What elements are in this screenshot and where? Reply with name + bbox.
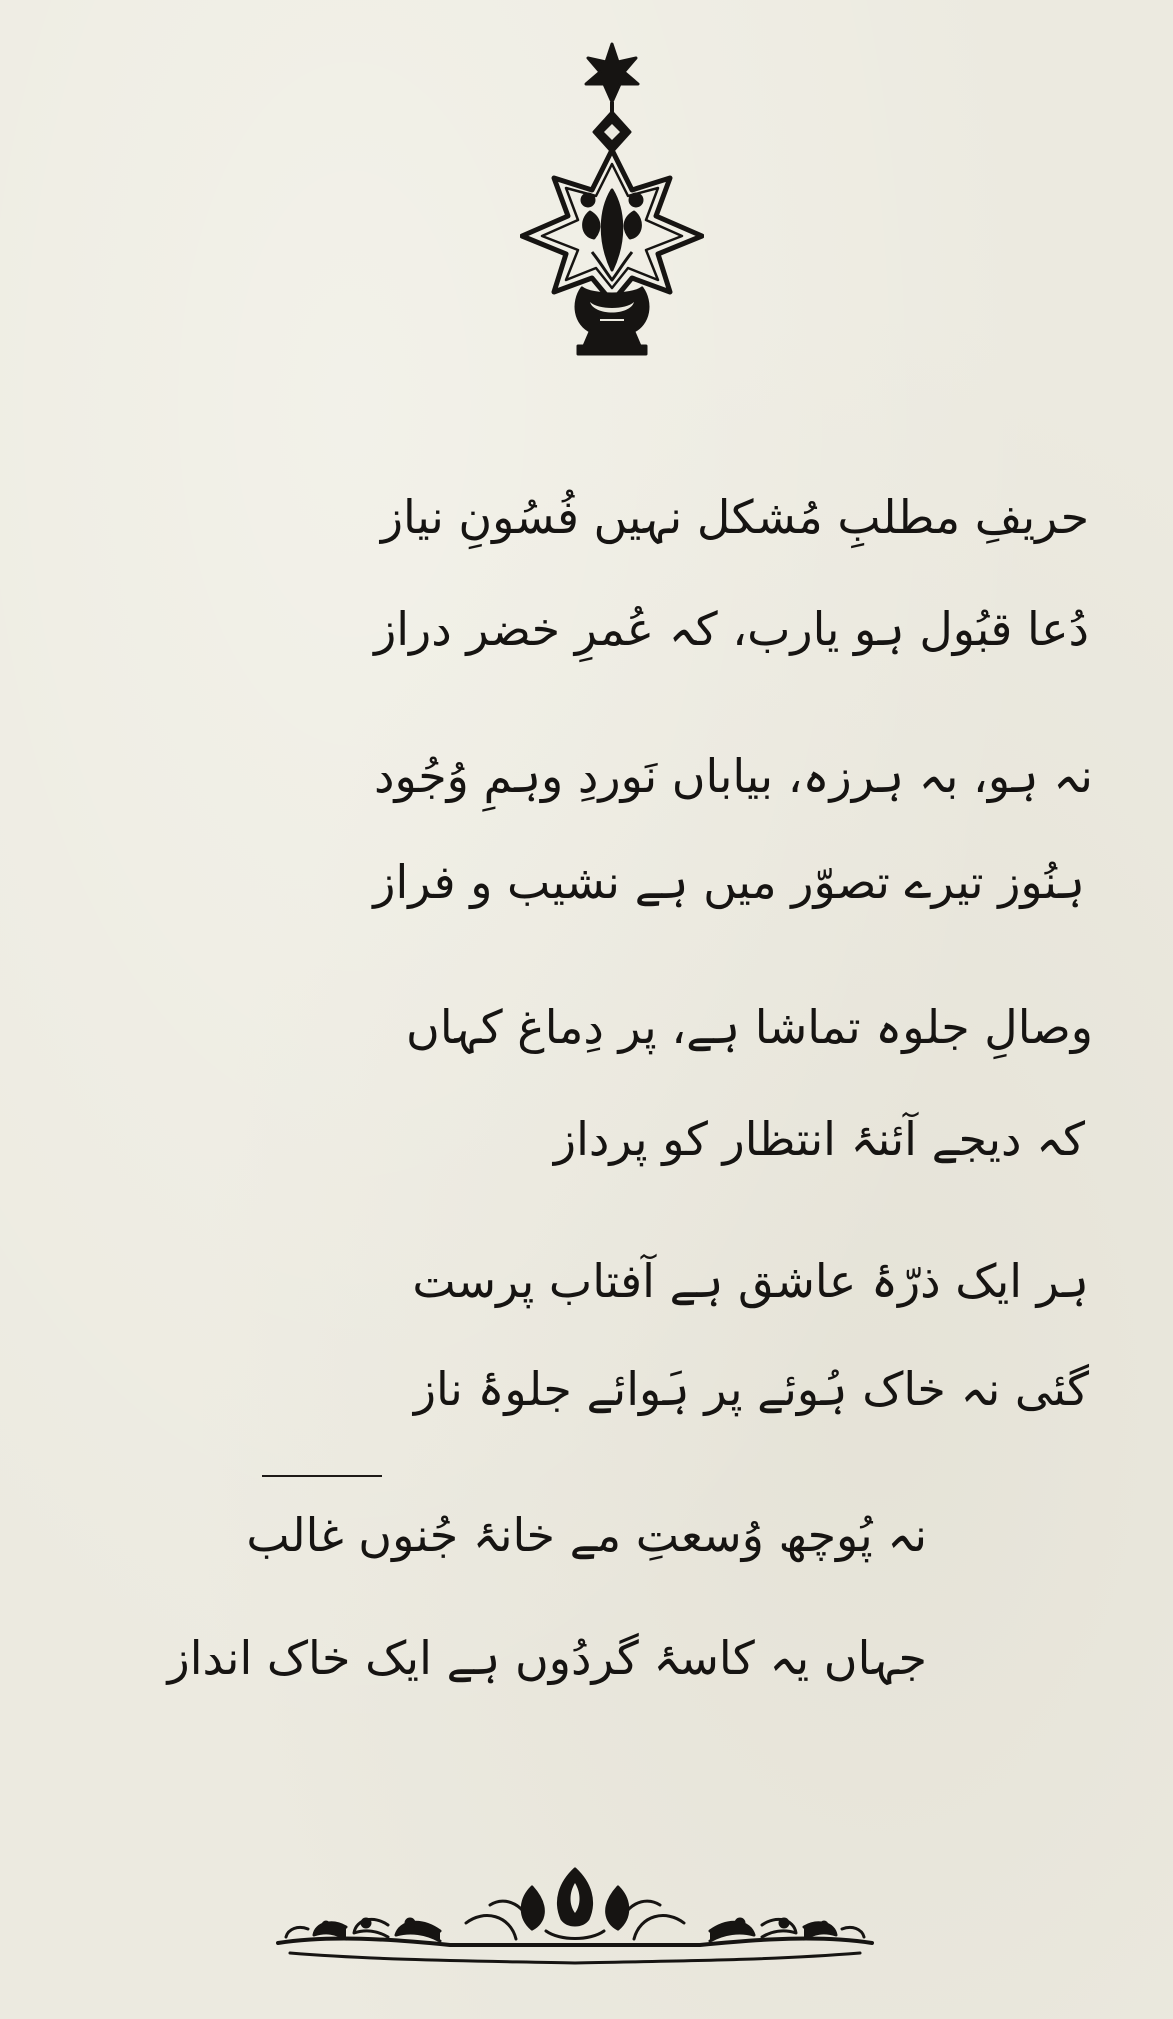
floral-vase-ornament-icon [520, 40, 704, 358]
verse-line: نہ پُوچھ وُسعتِ مے خانۂ جُنوں غالب [246, 1508, 927, 1562]
verse-line: کہ دیجے آئنۂ انتظار کو پرداز [553, 1112, 1085, 1166]
verse-line: ہر ایک ذرّۂ عاشق ہے آفتاب پرست [412, 1254, 1089, 1308]
pen-name-overline [262, 1475, 382, 1477]
verse-line: حریفِ مطلبِ مُشکل نہیں فُسُونِ نیاز [380, 490, 1089, 544]
verse-line: نہ ہو، بہ ہرزہ، بیاباں نَوردِ وہمِ وُجُود [373, 749, 1093, 803]
arabesque-tailpiece-ornament-icon [270, 1865, 880, 1973]
verse-line: وصالِ جلوہ تماشا ہے، پر دِماغ کہاں [406, 1000, 1093, 1054]
verse-line: گئی نہ خاک ہُوئے پر ہَوائے جلوۂ ناز [413, 1362, 1089, 1416]
verse-line: ہنُوز تیرے تصوّر میں ہے نشیب و فراز [373, 855, 1085, 909]
verse-line: دُعا قبُول ہو یارب، کہ عُمرِ خضر دراز [374, 602, 1089, 656]
verse-line: جہاں یہ کاسۂ گردُوں ہے ایک خاک انداز [167, 1631, 927, 1685]
